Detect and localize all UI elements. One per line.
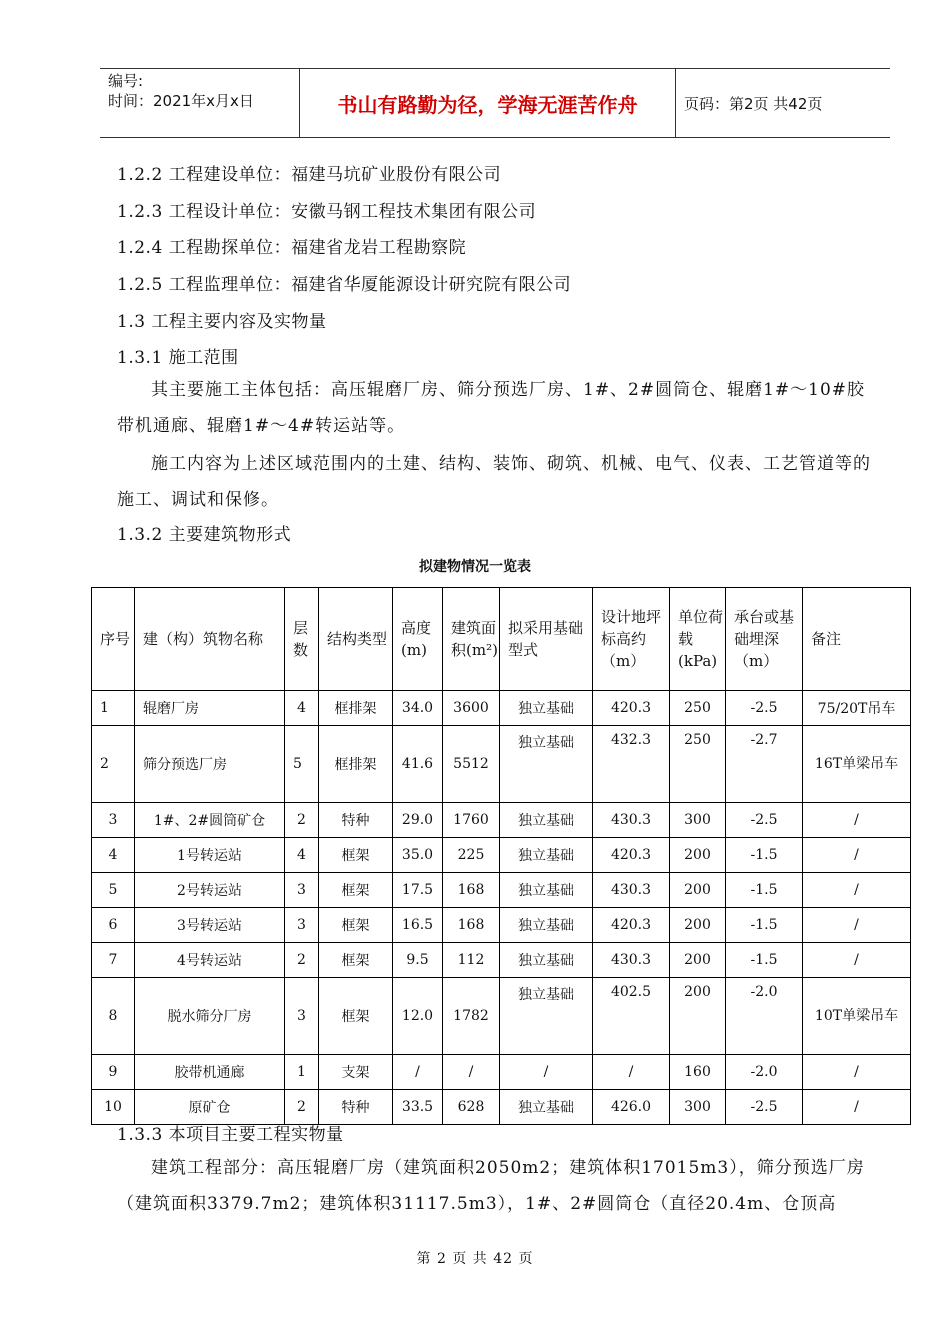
cell-structure: 框架	[319, 908, 393, 943]
cell-height: 29.0	[393, 803, 443, 838]
cell-ground: 420.3	[593, 838, 670, 873]
cell-floors: 2	[285, 1090, 319, 1125]
cell-name: 筛分预选厂房	[135, 726, 285, 803]
cell-floors: 3	[285, 978, 319, 1055]
cell-area: 5512	[443, 726, 500, 803]
section-heading-1-3: 1.3 工程主要内容及实物量	[117, 312, 327, 332]
table-row	[92, 978, 911, 1055]
section-heading-1-3-3: 1.3.3 本项目主要工程实物量	[117, 1125, 344, 1145]
quantities-paragraph: 建筑工程部分：高压辊磨厂房（建筑面积2050m2；建筑体积17015m3），筛分预选厂房（建筑面积3379.7m2；建筑体积31117.5m3），1#、2#圆筒仓（直径20.4m、仓顶高	[117, 1158, 865, 1214]
cell-remark: /	[803, 943, 911, 978]
table-row	[92, 691, 911, 726]
cell-area: 112	[443, 943, 500, 978]
cell-foundation: 独立基础	[500, 943, 593, 978]
cell-load: 160	[670, 1055, 726, 1090]
cell-ground: /	[593, 1055, 670, 1090]
cell-ground: 420.3	[593, 691, 670, 726]
cell-structure: 特种	[319, 803, 393, 838]
cell-height: 9.5	[393, 943, 443, 978]
supervision-unit: 1.2.5 工程监理单位：福建省华厦能源设计研究院有限公司	[117, 275, 572, 295]
header-meta	[100, 69, 300, 137]
cell-ground: 402.5	[593, 978, 670, 1055]
cell-floors: 4	[285, 838, 319, 873]
cell-area: 628	[443, 1090, 500, 1125]
cell-no: 7	[92, 943, 135, 978]
cell-area: 168	[443, 873, 500, 908]
cell-floors: 3	[285, 908, 319, 943]
cell-no: 6	[92, 908, 135, 943]
cell-depth: -1.5	[726, 943, 803, 978]
cell-name: 原矿仓	[135, 1090, 285, 1125]
header-height: 高度(m)	[393, 588, 443, 691]
cell-structure: 支架	[319, 1055, 393, 1090]
cell-load: 200	[670, 978, 726, 1055]
cell-height: /	[393, 1055, 443, 1090]
cell-foundation: 独立基础	[500, 838, 593, 873]
page-footer: 第 2 页 共 42 页	[416, 1251, 534, 1267]
cell-load: 200	[670, 908, 726, 943]
cell-depth: -1.5	[726, 908, 803, 943]
time-label: 时间：2021年x月x日	[108, 92, 254, 110]
cell-no: 1	[92, 691, 135, 726]
cell-floors: 5	[285, 726, 319, 803]
cell-area: /	[443, 1055, 500, 1090]
cell-structure: 框架	[319, 873, 393, 908]
table-header-row	[92, 588, 911, 691]
header-name: 建（构）筑物名称	[135, 588, 285, 691]
cell-height: 33.5	[393, 1090, 443, 1125]
header-ground: 设计地坪标高约（m）	[593, 588, 670, 691]
content-paragraph: 施工内容为上述区域范围内的土建、结构、装饰、砌筑、机械、电气、仪表、工艺管道等的施工、调试和保修。	[117, 454, 871, 510]
cell-name: 脱水筛分厂房	[135, 978, 285, 1055]
cell-remark: 16T单梁吊车	[803, 726, 911, 803]
cell-height: 34.0	[393, 691, 443, 726]
cell-name: 胶带机通廊	[135, 1055, 285, 1090]
cell-structure: 框架	[319, 943, 393, 978]
cell-depth: -2.0	[726, 1055, 803, 1090]
scope-paragraph: 其主要施工主体包括：高压辊磨厂房、筛分预选厂房、1#、2#圆筒仓、辊磨1#～10#胶带机通廊、辊磨1#～4#转运站等。	[117, 380, 866, 436]
cell-floors: 1	[285, 1055, 319, 1090]
cell-remark: /	[803, 908, 911, 943]
header-depth: 承台或基础埋深（m）	[726, 588, 803, 691]
cell-remark: /	[803, 1090, 911, 1125]
cell-ground: 430.3	[593, 943, 670, 978]
cell-load: 300	[670, 803, 726, 838]
cell-name: 4号转运站	[135, 943, 285, 978]
table-row	[92, 908, 911, 943]
page-header	[100, 68, 890, 138]
header-structure: 结构类型	[319, 588, 393, 691]
cell-foundation: 独立基础	[500, 691, 593, 726]
cell-name: 1号转运站	[135, 838, 285, 873]
cell-name: 3号转运站	[135, 908, 285, 943]
cell-height: 41.6	[393, 726, 443, 803]
cell-remark: 10T单梁吊车	[803, 978, 911, 1055]
section-heading-1-3-2: 1.3.2 主要建筑物形式	[117, 525, 292, 545]
cell-remark: /	[803, 803, 911, 838]
cell-depth: -2.7	[726, 726, 803, 803]
cell-height: 12.0	[393, 978, 443, 1055]
cell-no: 10	[92, 1090, 135, 1125]
cell-structure: 框排架	[319, 691, 393, 726]
cell-load: 300	[670, 1090, 726, 1125]
number-label: 编号:	[108, 72, 144, 90]
cell-remark: 75/20T吊车	[803, 691, 911, 726]
cell-structure: 框架	[319, 838, 393, 873]
cell-foundation: 独立基础	[500, 978, 593, 1055]
cell-area: 168	[443, 908, 500, 943]
header-foundation: 拟采用基础型式	[500, 588, 593, 691]
cell-depth: -2.5	[726, 803, 803, 838]
cell-area: 3600	[443, 691, 500, 726]
table-row	[92, 873, 911, 908]
header-page-number: 页码：第2页 共42页	[684, 94, 823, 113]
cell-load: 200	[670, 943, 726, 978]
cell-depth: -2.0	[726, 978, 803, 1055]
header-floors: 层数	[285, 588, 319, 691]
header-area: 建筑面积(m²)	[443, 588, 500, 691]
cell-depth: -1.5	[726, 873, 803, 908]
cell-foundation: 独立基础	[500, 726, 593, 803]
cell-height: 35.0	[393, 838, 443, 873]
header-motto: 书山有路勤为径，学海无涯苦作舟	[300, 69, 676, 137]
cell-remark: /	[803, 1055, 911, 1090]
table-row	[92, 838, 911, 873]
design-unit: 1.2.3 工程设计单位：安徽马钢工程技术集团有限公司	[117, 202, 537, 222]
cell-ground: 430.3	[593, 873, 670, 908]
cell-no: 8	[92, 978, 135, 1055]
cell-ground: 420.3	[593, 908, 670, 943]
cell-ground: 430.3	[593, 803, 670, 838]
cell-area: 1782	[443, 978, 500, 1055]
cell-area: 225	[443, 838, 500, 873]
cell-foundation: 独立基础	[500, 1090, 593, 1125]
section-heading-1-3-1: 1.3.1 施工范围	[117, 348, 239, 368]
cell-remark: /	[803, 838, 911, 873]
cell-ground: 432.3	[593, 726, 670, 803]
cell-foundation: 独立基础	[500, 908, 593, 943]
cell-name: 2号转运站	[135, 873, 285, 908]
cell-name: 1#、2#圆筒矿仓	[135, 803, 285, 838]
cell-structure: 特种	[319, 1090, 393, 1125]
cell-floors: 4	[285, 691, 319, 726]
cell-foundation: 独立基础	[500, 873, 593, 908]
buildings-table	[91, 587, 911, 1125]
construction-unit: 1.2.2 工程建设单位：福建马坑矿业股份有限公司	[117, 165, 502, 185]
cell-load: 200	[670, 838, 726, 873]
header-no: 序号	[92, 588, 135, 691]
cell-depth: -2.5	[726, 691, 803, 726]
cell-floors: 3	[285, 873, 319, 908]
cell-load: 250	[670, 726, 726, 803]
cell-no: 3	[92, 803, 135, 838]
cell-ground: 426.0	[593, 1090, 670, 1125]
survey-unit: 1.2.4 工程勘探单位：福建省龙岩工程勘察院	[117, 238, 467, 258]
table-row	[92, 803, 911, 838]
cell-structure: 框排架	[319, 726, 393, 803]
cell-floors: 2	[285, 803, 319, 838]
table-row	[92, 943, 911, 978]
header-load: 单位荷载(kPa)	[670, 588, 726, 691]
cell-foundation: 独立基础	[500, 803, 593, 838]
cell-no: 9	[92, 1055, 135, 1090]
cell-floors: 2	[285, 943, 319, 978]
cell-height: 16.5	[393, 908, 443, 943]
cell-depth: -2.5	[726, 1090, 803, 1125]
table-caption: 拟建物情况一览表	[419, 559, 531, 575]
cell-structure: 框架	[319, 978, 393, 1055]
cell-load: 250	[670, 691, 726, 726]
cell-area: 1760	[443, 803, 500, 838]
table-row	[92, 1055, 911, 1090]
table-row	[92, 726, 911, 803]
header-remark: 备注	[803, 588, 911, 691]
cell-no: 5	[92, 873, 135, 908]
cell-height: 17.5	[393, 873, 443, 908]
cell-foundation: /	[500, 1055, 593, 1090]
cell-load: 200	[670, 873, 726, 908]
cell-no: 2	[92, 726, 135, 803]
cell-no: 4	[92, 838, 135, 873]
cell-depth: -1.5	[726, 838, 803, 873]
cell-name: 辊磨厂房	[135, 691, 285, 726]
cell-remark: /	[803, 873, 911, 908]
